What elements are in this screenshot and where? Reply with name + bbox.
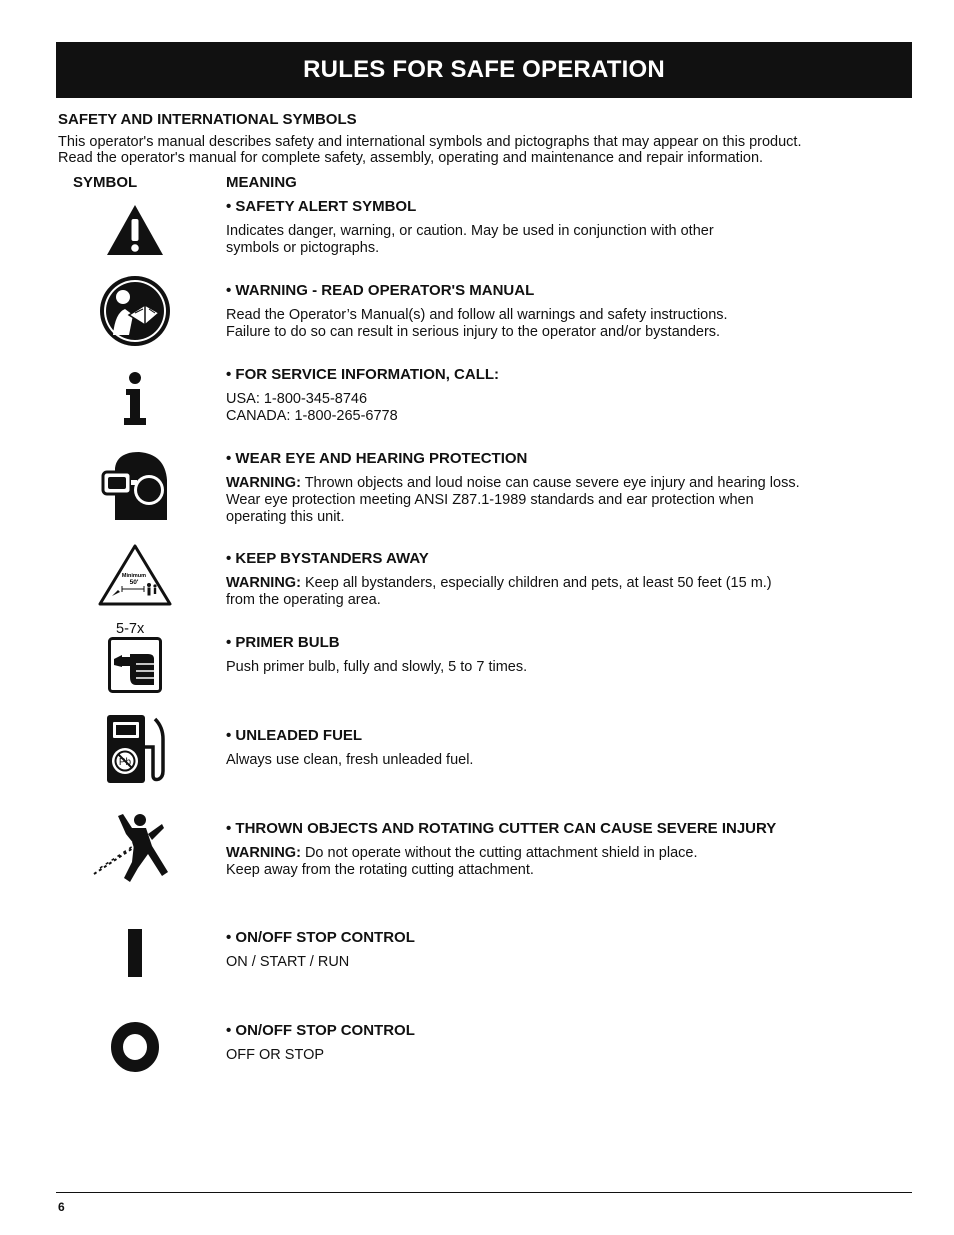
symbol-description: Keep all bystanders, especially children and pets, at least 50 feet (15 m.) [300, 575, 772, 591]
symbol-title: • THROWN OBJECTS AND ROTATING CUTTER CAN CAUSE SEVERE INJURY [226, 820, 777, 837]
symbol-description: Indicates danger, warning, or caution. May be used in conjunction with other [226, 223, 714, 239]
eye-hearing-protection-icon [98, 450, 172, 522]
intro-line: Read the operator's manual for complete safety, assembly, operating and maintenance and repair information. [58, 150, 764, 166]
information-icon [98, 372, 172, 426]
keep-bystanders-away-icon [98, 544, 172, 606]
symbol-description: Do not operate without the cutting attachment shield in place. [300, 845, 698, 861]
symbol-title: • WARNING - READ OPERATOR'S MANUAL [226, 282, 535, 299]
symbol-description: CANADA: 1-800-265-6778 [226, 408, 398, 424]
symbol-title: • ON/OFF STOP CONTROL [226, 1022, 415, 1039]
symbol-title: • FOR SERVICE INFORMATION, CALL: [226, 366, 500, 383]
symbol-description: Keep away from the rotating cutting attachment. [226, 862, 534, 878]
symbol-description: from the operating area. [226, 592, 381, 608]
symbol-description: OFF OR STOP [226, 1047, 325, 1063]
symbol-column-header: SYMBOL [73, 174, 138, 191]
off-symbol-icon [98, 1022, 172, 1072]
page-number: 6 [58, 1200, 65, 1214]
symbol-description: Wear eye protection meeting ANSI Z87.1-1989 standards and ear protection when [226, 492, 754, 508]
symbol-description: Always use clean, fresh unleaded fuel. [226, 752, 474, 768]
lead-symbol-label: Pb [118, 757, 132, 768]
thrown-objects-icon [90, 812, 176, 884]
warning-label: WARNING: [226, 575, 301, 591]
primer-count-label: 5-7x [116, 621, 145, 637]
warning-label: WARNING: [226, 845, 301, 861]
symbol-description: USA: 1-800-345-8746 [226, 391, 368, 407]
symbol-description: Read the Operator’s Manual(s) and follow all warnings and safety instructions. [226, 307, 728, 323]
symbol-description: Failure to do so can result in serious injury to the operator and/or bystanders. [226, 324, 721, 340]
bystanders-icon-text: 50' [129, 579, 139, 586]
symbol-title: • UNLEADED FUEL [226, 727, 363, 744]
symbol-title: • PRIMER BULB [226, 634, 340, 651]
page-header-banner [56, 42, 912, 98]
safety-alert-icon [98, 202, 172, 258]
warning-label: WARNING: [226, 475, 301, 491]
bystanders-icon-text: Minimum [121, 573, 147, 579]
read-manual-icon [98, 274, 172, 348]
page-title: RULES FOR SAFE OPERATION [303, 56, 665, 83]
symbol-description: operating this unit. [226, 509, 345, 525]
symbol-title: • WEAR EYE AND HEARING PROTECTION [226, 450, 528, 467]
section-intro [58, 134, 918, 166]
symbol-title: • SAFETY ALERT SYMBOL [226, 198, 417, 215]
symbol-description: Thrown objects and loud noise can cause severe eye injury and hearing loss. [300, 475, 800, 491]
unleaded-fuel-icon [98, 713, 172, 785]
symbol-title: • KEEP BYSTANDERS AWAY [226, 550, 429, 567]
primer-bulb-icon [108, 621, 168, 695]
footer-divider [56, 1192, 912, 1193]
meaning-column-header: MEANING [226, 174, 297, 191]
section-title: SAFETY AND INTERNATIONAL SYMBOLS [58, 111, 357, 128]
on-symbol-icon [98, 929, 172, 977]
symbol-description: symbols or pictographs. [226, 240, 380, 256]
symbol-title: • ON/OFF STOP CONTROL [226, 929, 415, 946]
symbol-description: ON / START / RUN [226, 954, 350, 970]
symbol-description: Push primer bulb, fully and slowly, 5 to 7 times. [226, 659, 528, 675]
intro-line: This operator's manual describes safety and international symbols and pictographs that may appear on this product. [58, 134, 802, 150]
